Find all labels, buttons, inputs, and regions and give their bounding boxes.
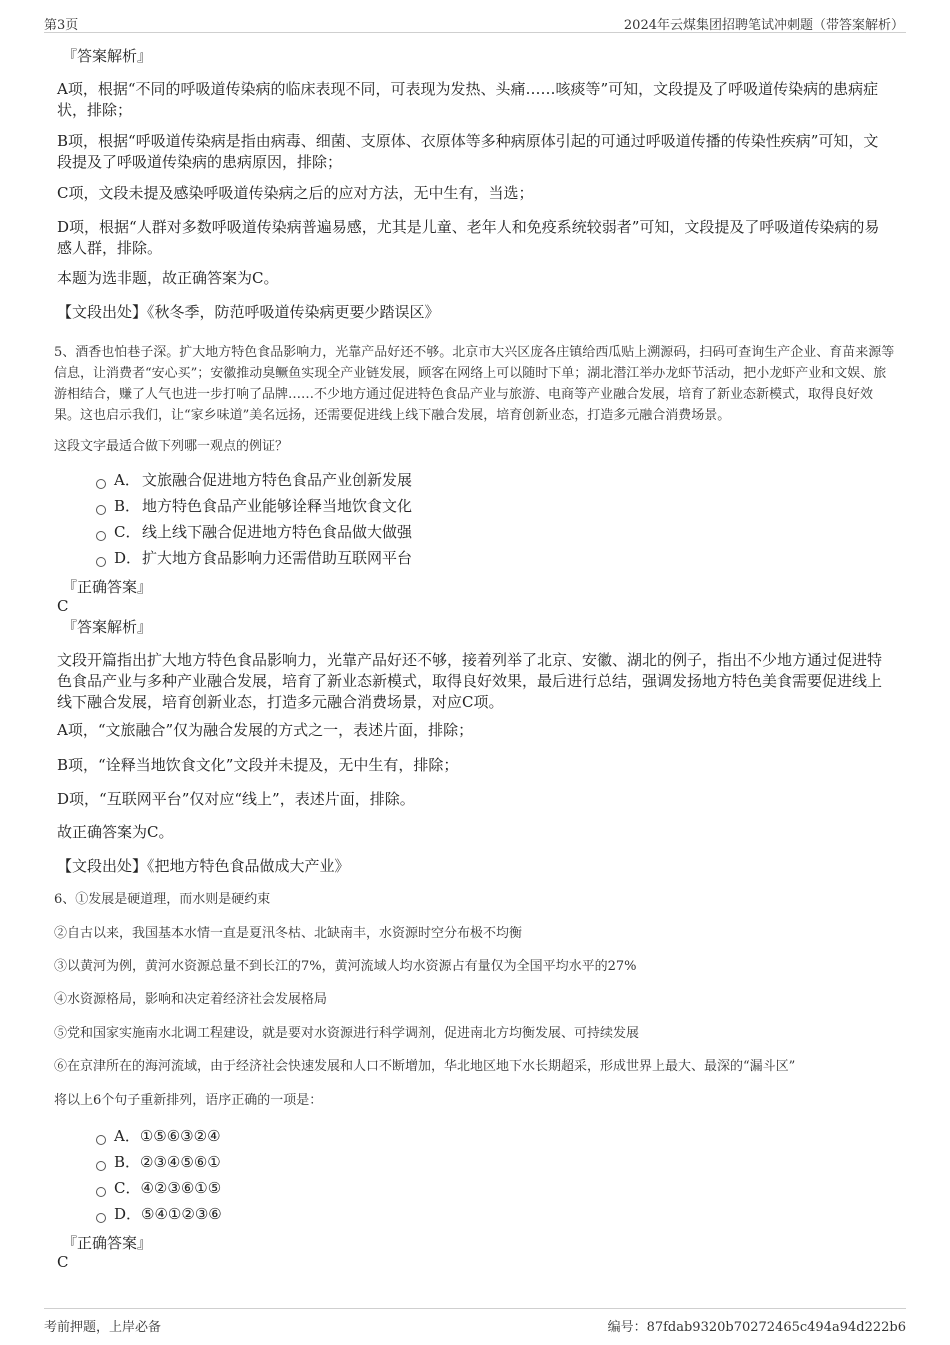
radio-icon[interactable]	[96, 557, 106, 567]
q4-analysis-b: B项，根据“呼吸道传染病是指由病毒、细菌、支原体、衣原体等多种病原体引起的可通过呼吸道传播的传染性疾病”可知，文段提及了呼吸道传染病的患病原因，排除；	[57, 132, 879, 171]
option-text: 扩大地方食品影响力还需借助互联网平台	[142, 549, 413, 567]
q5-analysis-a: A项，“文旅融合”仅为融合发展的方式之一，表述片面，排除；	[57, 721, 474, 739]
q6-sentence-2: ②自古以来，我国基本水情一直是夏汛冬枯、北缺南丰，水资源时空分布极不均衡	[54, 926, 523, 941]
q4-conclusion: 本题为选非题，故正确答案为C。	[57, 269, 279, 287]
option-text: ②③④⑤⑥①	[140, 1153, 221, 1171]
q6-sentence-3: ③以黄河为例，黄河水资源总量不到长江的7%，黄河流域人均水资源占有量仅为全国平均水平的27%	[54, 959, 637, 974]
page-footer	[44, 1308, 906, 1339]
q5-analysis-main: 文段开篇指出扩大地方特色食品影响力，光靠产品好还不够，接着列举了北京、安徽、湖北的例子，指出不少地方通过促进特色食品产业与多种产业融合发展，培育了新业态新模式，取得良好效果，最后进行总结，强调发扬地方特色美食需要促进线上线下融合发展，培育创新业态，打造多元融合消费场景，对应C项。	[57, 651, 883, 711]
option-text: ④②③⑥①⑤	[140, 1179, 222, 1197]
q4-analysis-a: A项，根据“不同的呼吸道传染病的临床表现不同，可表现为发热、头痛……咳痰等”可知，文段提及了呼吸道传染病的患病症状，排除；	[57, 80, 879, 119]
option-letter: A．	[114, 1127, 140, 1145]
q4-source: 【文段出处】《秋冬季，防范呼吸道传染病更要少踏误区》	[57, 303, 440, 321]
radio-icon[interactable]	[96, 1213, 106, 1223]
document-title: 2024年云煤集团招聘笔试冲刺题（带答案解析）	[623, 18, 904, 33]
q6-sentence-6: ⑥在京津所在的海河流域，由于经济社会快速发展和人口不断增加，华北地区地下水长期超采，形成世界上最大、最深的“漏斗区”	[54, 1059, 796, 1074]
q5-conclusion: 故正确答案为C。	[57, 823, 174, 841]
q6-option-b[interactable]	[96, 1152, 221, 1172]
q5-source: 【文段出处】《把地方特色食品做成大产业》	[57, 857, 350, 875]
option-letter: B．	[114, 497, 141, 515]
q6-question: 将以上6个句子重新排列，语序正确的一项是：	[54, 1093, 323, 1108]
q6-sentence-5: ⑤党和国家实施南水北调工程建设，就是要对水资源进行科学调剂，促进南北方均衡发展、可持续发展	[54, 1026, 640, 1041]
q5-option-c[interactable]	[96, 522, 412, 542]
q5-question: 这段文字最适合做下列哪一观点的例证？	[54, 439, 289, 454]
option-letter: C．	[114, 523, 141, 541]
q5-analysis-label: 『答案解析』	[62, 618, 153, 636]
option-letter: D．	[114, 1205, 142, 1223]
q6-option-a[interactable]	[96, 1126, 221, 1146]
radio-icon[interactable]	[96, 1161, 106, 1171]
option-text: 线上线下融合促进地方特色食品做大做强	[142, 523, 413, 541]
page-number: 第3页	[44, 18, 79, 33]
option-text: 文旅融合促进地方特色食品产业创新发展	[142, 471, 413, 489]
q6-sentence-4: ④水资源格局，影响和决定着经济社会发展格局	[54, 992, 328, 1007]
radio-icon[interactable]	[96, 531, 106, 541]
q5-option-a[interactable]	[96, 470, 412, 490]
option-letter: B．	[114, 1153, 141, 1171]
q4-analysis-d: D项，根据“人群对多数呼吸道传染病普遍易感，尤其是儿童、老年人和免疫系统较弱者”可知，文段提及了呼吸道传染病的易感人群，排除。	[57, 218, 880, 257]
radio-icon[interactable]	[96, 1135, 106, 1145]
q5-answer: C	[57, 597, 69, 615]
footer-slogan: 考前押题，上岸必备	[44, 1320, 162, 1335]
q6-answer: C	[57, 1253, 69, 1271]
radio-icon[interactable]	[96, 505, 106, 515]
q6-sentence-1: 6、①发展是硬道理，而水则是硬约束	[54, 892, 271, 907]
q5-option-d[interactable]	[96, 548, 412, 568]
option-text: 地方特色食品产业能够诠释当地饮食文化	[142, 497, 413, 515]
q5-analysis-d: D项，“互联网平台”仅对应“线上”，表述片面，排除。	[57, 790, 415, 808]
q5-analysis-b: B项，“诠释当地饮食文化”文段并未提及，无中生有，排除；	[57, 756, 459, 774]
option-letter: C．	[114, 1179, 141, 1197]
radio-icon[interactable]	[96, 1187, 106, 1197]
q6-option-c[interactable]	[96, 1178, 221, 1198]
option-letter: A．	[114, 471, 140, 489]
q5-stem: 5、酒香也怕巷子深。扩大地方特色食品影响力，光靠产品好还不够。北京市大兴区庞各庄镇给西瓜贴上溯源码，扫码可查询生产企业、育苗来源等信息，让消费者“安心买”；安徽推动臭鳜鱼实现全产业链发展，顾客在网络上可以随时下单；湖北潜江举办龙虾节活动，把小龙虾产业和文娱、旅游相结合，赚了人气也进一步打响了品牌……不少地方通过促进特色食品产业与旅游、电商等产业融合发展，培育了新业态新模式，取得良好效果。这也启示我们，让“家乡味道”美名远扬，还需要促进线上线下融合发展，培育创新业态，打造多元融合消费场景。	[54, 345, 895, 423]
page-header	[44, 12, 906, 33]
option-letter: D．	[114, 549, 142, 567]
q6-answer-label: 『正确答案』	[62, 1234, 153, 1252]
q5-option-b[interactable]	[96, 496, 412, 516]
q6-option-d[interactable]	[96, 1204, 222, 1224]
q4-analysis-c: C项，文段未提及感染呼吸道传染病之后的应对方法，无中生有，当选；	[57, 184, 534, 202]
q4-analysis-label: 『答案解析』	[62, 47, 153, 65]
q5-answer-label: 『正确答案』	[62, 578, 153, 596]
option-text: ①⑤⑥③②④	[139, 1127, 221, 1145]
radio-icon[interactable]	[96, 479, 106, 489]
option-text: ⑤④①②③⑥	[141, 1205, 222, 1223]
document-code: 编号：87fdab9320b70272465c494a94d222b6	[607, 1320, 906, 1335]
